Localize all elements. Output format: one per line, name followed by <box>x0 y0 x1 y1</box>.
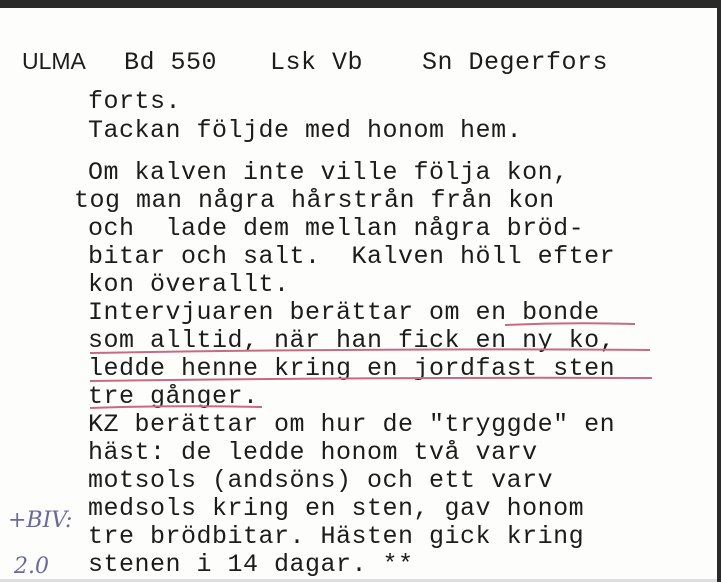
body-line: KZ berättar om hur de "tryggde" en <box>88 410 616 439</box>
volume-label: Bd 550 <box>124 48 218 77</box>
body-line: kon överallt. <box>88 270 290 299</box>
archive-card <box>0 8 717 582</box>
body-line: häst: de ledde honom två varv <box>88 438 538 467</box>
handwritten-underlines <box>0 8 717 582</box>
margin-classification: +BIV: <box>8 508 73 533</box>
body-line: medsols kring en sten, gav honom <box>88 494 585 523</box>
underline-mark <box>505 323 635 325</box>
parish-label: Sn Degerfors <box>422 48 609 77</box>
underline-mark <box>90 349 650 353</box>
body-line: Om kalven inte ville följa kon, <box>88 158 569 187</box>
body-line: Tackan följde med honom hem. <box>88 116 523 145</box>
body-line: och lade dem mellan några bröd- <box>88 214 585 243</box>
body-line: Intervjuaren berättar om en bonde <box>88 298 600 327</box>
margin-number: 2.0 <box>14 554 49 579</box>
body-line: som alltid, när han fick en ny ko, <box>88 326 616 355</box>
body-line: ledde henne kring en jordfast sten <box>88 354 616 383</box>
informant-code: ULMA <box>22 48 86 74</box>
body-line: tog man några hårstrån från kon <box>74 186 555 215</box>
body-line: tre gånger. <box>88 382 259 411</box>
underline-mark <box>90 406 262 408</box>
underline-mark <box>90 378 652 381</box>
body-line: stenen i 14 dagar. ** <box>88 550 414 579</box>
body-line: bitar och salt. Kalven höll efter <box>88 242 616 271</box>
body-line: tre brödbitar. Hästen gick kring <box>88 522 585 551</box>
county-label: Lsk Vb <box>270 48 364 77</box>
body-line: forts. <box>88 87 182 116</box>
body-line: motsols (andsöns) och ett varv <box>88 466 554 495</box>
